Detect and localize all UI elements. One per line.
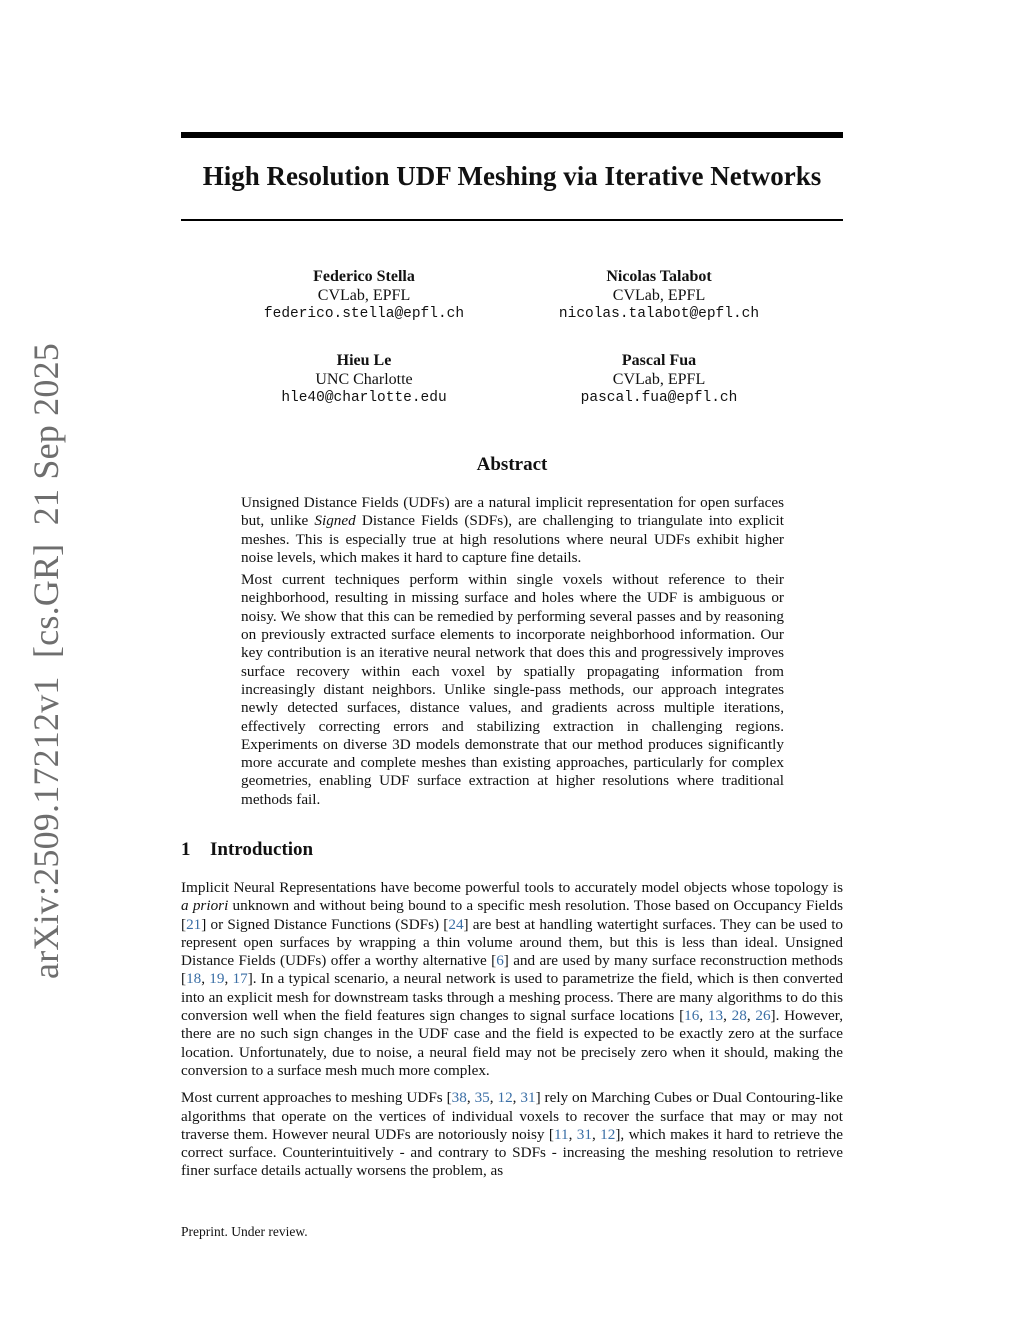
citation-link[interactable]: 13 — [707, 1007, 724, 1025]
separator: , — [224, 970, 233, 988]
citation-link[interactable]: 12 — [497, 1089, 513, 1107]
citation-link[interactable]: 16 — [684, 1007, 700, 1025]
text-run: ] or Signed Distance Functions (SDFs) [ — [201, 915, 449, 933]
author-email[interactable]: hle40@charlotte.edu — [281, 390, 447, 406]
author-block — [509, 268, 809, 324]
author-email[interactable]: federico.stella@epfl.ch — [263, 306, 465, 322]
author-email[interactable]: nicolas.talabot@epfl.ch — [558, 306, 760, 322]
author-name: Hieu Le — [336, 352, 392, 369]
citation-link[interactable]: 11 — [553, 1125, 569, 1143]
citation-link[interactable]: 18 — [186, 970, 202, 988]
intro-paragraph — [181, 879, 843, 1080]
section-number: 1 — [181, 839, 191, 860]
citation-link[interactable]: 17 — [232, 970, 248, 988]
paper-title: High Resolution UDF Meshing via Iterative Networks — [202, 161, 822, 191]
author-name: Federico Stella — [313, 268, 415, 285]
citation-link[interactable]: 31 — [520, 1089, 536, 1107]
abstract-body — [241, 494, 784, 813]
text-run: ]. However, there are no such sign changes in the UDF case and the field is expected to be exactly zero at the surface location. Unfortunately, due to noise, a neural field may not be precisely zero when it should, making the conversion to a surface mesh much more complex. — [181, 1007, 843, 1079]
citation-link[interactable]: 6 — [496, 952, 504, 970]
citation-link[interactable]: 38 — [451, 1089, 467, 1107]
intro-paragraph — [181, 1089, 843, 1180]
text-run: ] rely on Marching Cubes or Dual Contouring-like algorithms that operate on the vertices of individual voxels to recover the surface that may or may not traverse them. However neural UDFs are notoriously noisy [ — [181, 1089, 844, 1143]
text-run: Implicit Neural Representations have become powerful tools to accurately model objects whose topology is — [181, 879, 843, 896]
text-run-italic: Signed — [314, 512, 356, 530]
author-block — [509, 352, 809, 408]
author-block — [214, 268, 514, 324]
author-affiliation: CVLab, EPFL — [317, 286, 411, 304]
introduction-body — [181, 879, 843, 1190]
text-run: ], which makes it hard to retrieve the correct surface. Counterintuitively - and contrary to SDFs - increasing the meshing resolution to retrieve finer surface details actually worsens the problem, as — [181, 1125, 843, 1180]
citation-link[interactable]: 28 — [731, 1007, 747, 1025]
author-name: Nicolas Talabot — [606, 268, 712, 285]
citation-link[interactable]: 21 — [186, 915, 202, 933]
separator: , — [201, 970, 210, 988]
footer-note: Preprint. Under review. — [181, 1224, 308, 1239]
separator: , — [699, 1007, 708, 1025]
abstract-paragraph: Most current techniques perform within single voxels without reference to their neighborhood, resulting in missing surface and holes where the UDF is ambiguous or noisy. We show that this can be remedied by performing several passes and by reasoning on previously extracted surface elements to incorporate neighborhood information. Our key contribution is an iterative neural network that does this and progressively improves surface recovery within each voxel by spatially propagating information from increasingly distant neighbors. Unlike single-pass methods, our approach integrates newly detected surfaces, distance values, and gradients across multiple iterations, effectively correcting errors and stabilizing extraction in challenging regions. Experiments on diverse 3D models demonstrate that our method produces significantly more accurate and complete meshes than existing approaches, particularly for complex geometries, enabling UDF surface extraction at higher resolutions where traditional methods fail. — [241, 571, 784, 808]
separator: , — [568, 1125, 577, 1143]
text-run: ] and are used by many surface reconstruction methods [ — [181, 952, 843, 988]
author-affiliation: CVLab, EPFL — [612, 370, 706, 388]
citation-link[interactable]: 12 — [600, 1125, 616, 1143]
section-title: Introduction — [210, 839, 314, 860]
text-run: ]. In a typical scenario, a neural network is used to parametrize the field, which is then converted into an explicit mesh for downstream tasks through a meshing process. There are many algorithms to do this conversion well when the field features sign changes to signal surface locations [ — [181, 970, 843, 1025]
citation-link[interactable]: 19 — [209, 970, 225, 988]
title-bottom-rule — [181, 219, 843, 221]
separator: , — [489, 1089, 498, 1107]
author-affiliation: UNC Charlotte — [315, 370, 413, 388]
text-run: ] are best at handling watertight surfaces. They can be used to represent open surfaces by wrapping a thin volume around them, but this is less than ideal. Unsigned Distance Fields (UDFs) offer a worthy alternative [ — [181, 915, 844, 970]
separator: , — [512, 1089, 521, 1107]
abstract-heading: Abstract — [476, 454, 548, 475]
citation-link[interactable]: 26 — [755, 1007, 771, 1025]
author-affiliation: CVLab, EPFL — [612, 286, 706, 304]
author-name: Pascal Fua — [621, 352, 697, 369]
arxiv-stamp: arXiv:2509.17212v1 [cs.GR] 21 Sep 2025 — [26, 343, 66, 979]
text-run: Distance Fields (SDFs), are challenging to triangulate into explicit meshes. This is especially true at high resolutions where neural UDFs exhibit higher noise levels, which makes it hard to capture fine details. — [241, 512, 784, 566]
text-run: unknown and without being bound to a specific mesh resolution. Those based on Occupancy Fields [ — [181, 897, 844, 933]
abstract-paragraph — [241, 494, 784, 567]
text-run-italic: a priori — [181, 897, 229, 915]
section-heading-introduction — [181, 839, 313, 861]
citation-link[interactable]: 24 — [448, 915, 464, 933]
citation-link[interactable]: 31 — [576, 1125, 592, 1143]
author-block — [214, 352, 514, 408]
separator: , — [466, 1089, 475, 1107]
author-email[interactable]: pascal.fua@epfl.ch — [580, 390, 738, 406]
separator: , — [591, 1125, 601, 1143]
citation-link[interactable]: 35 — [474, 1089, 490, 1107]
text-run: Unsigned Distance Fields (UDFs) are a natural implicit representation for open surfaces but, unlike — [241, 494, 784, 530]
separator: , — [723, 1007, 732, 1025]
title-top-rule — [181, 132, 843, 138]
separator: , — [746, 1007, 756, 1025]
text-run: Most current approaches to meshing UDFs [ — [181, 1089, 452, 1107]
